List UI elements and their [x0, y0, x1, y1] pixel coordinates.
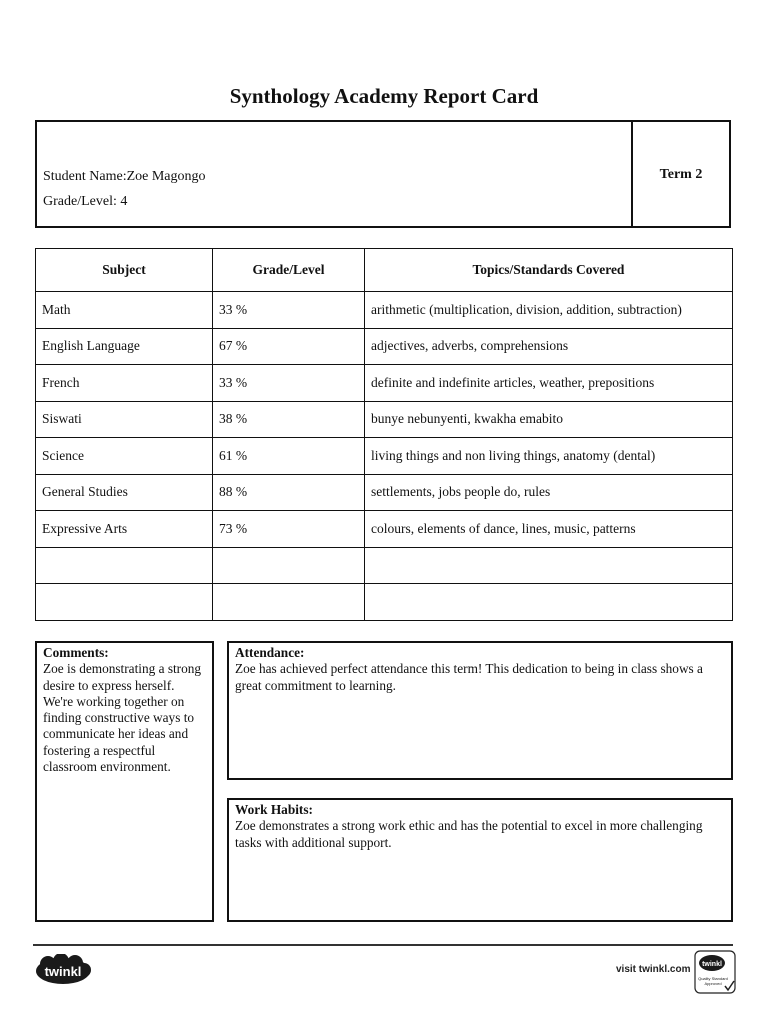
header-subject: Subject	[36, 249, 213, 292]
subject-cell	[36, 584, 213, 621]
topics-cell: definite and indefinite articles, weather, prepositions	[365, 365, 733, 402]
table-row	[36, 401, 733, 438]
table-row	[36, 328, 733, 365]
badge-brand: twinkl	[702, 961, 722, 968]
subject-cell: Expressive Arts	[36, 511, 213, 548]
term-label: Term 2	[659, 167, 703, 182]
visit-link[interactable]: visit twinkl.com	[616, 964, 691, 975]
subject-cell: English Language	[36, 328, 213, 365]
work-habits-label: Work Habits:	[235, 802, 313, 817]
attendance-text: Zoe has achieved perfect attendance this term! This dedication to being in class shows a great commitment to learning.	[235, 661, 703, 693]
subject-cell: General Studies	[36, 474, 213, 511]
work-habits-box	[227, 798, 733, 922]
comments-text: Zoe is demonstrating a strong desire to express herself. We're working together on finding constructive ways to communicate her ideas and fostering a respectful classroom environment.	[43, 661, 202, 775]
table-row	[36, 511, 733, 548]
grade-cell: 73 %	[213, 511, 365, 548]
twinkl-logo	[34, 954, 92, 986]
grade-cell: 67 %	[213, 328, 365, 365]
topics-cell: adjectives, adverbs, comprehensions	[365, 328, 733, 365]
badge-line-2: Approved	[704, 981, 722, 986]
footer-divider	[33, 944, 733, 946]
table-row	[36, 365, 733, 402]
student-name: Student Name:Zoe Magongo	[43, 169, 206, 184]
header-topics: Topics/Standards Covered	[365, 249, 733, 292]
grade-cell: 38 %	[213, 401, 365, 438]
grade-cell: 61 %	[213, 438, 365, 475]
grade-cell: 33 %	[213, 292, 365, 329]
comments-box	[35, 641, 214, 922]
attendance-label: Attendance:	[235, 645, 305, 660]
grade-cell	[213, 584, 365, 621]
grades-table	[35, 248, 733, 621]
subject-cell	[36, 547, 213, 584]
logo-text: twinkl	[44, 964, 82, 979]
student-info-box	[35, 120, 731, 228]
table-row	[36, 547, 733, 584]
comments-label: Comments:	[43, 645, 109, 660]
topics-cell: living things and non living things, anatomy (dental)	[365, 438, 733, 475]
table-row	[36, 474, 733, 511]
header-grade-level: Grade/Level	[213, 249, 365, 292]
grade-cell: 88 %	[213, 474, 365, 511]
subject-cell: Math	[36, 292, 213, 329]
quality-badge-icon	[694, 950, 736, 994]
topics-cell: bunye nebunyenti, kwakha emabito	[365, 401, 733, 438]
badge-line-1: Quality Standard	[698, 976, 728, 981]
table-row	[36, 584, 733, 621]
subject-cell: Science	[36, 438, 213, 475]
table-row	[36, 292, 733, 329]
subject-cell: French	[36, 365, 213, 402]
topics-cell: arithmetic (multiplication, division, addition, subtraction)	[365, 292, 733, 329]
student-grade-level: Grade/Level: 4	[43, 194, 128, 209]
table-row	[36, 438, 733, 475]
subject-cell: Siswati	[36, 401, 213, 438]
table-header-row	[36, 249, 733, 292]
topics-cell	[365, 547, 733, 584]
attendance-box	[227, 641, 733, 780]
topics-cell: colours, elements of dance, lines, music, patterns	[365, 511, 733, 548]
topics-cell	[365, 584, 733, 621]
page-title: Synthology Academy Report Card	[229, 84, 539, 108]
work-habits-text: Zoe demonstrates a strong work ethic and has the potential to excel in more challenging tasks with additional support.	[235, 818, 703, 850]
grade-cell: 33 %	[213, 365, 365, 402]
topics-cell: settlements, jobs people do, rules	[365, 474, 733, 511]
grade-cell	[213, 547, 365, 584]
